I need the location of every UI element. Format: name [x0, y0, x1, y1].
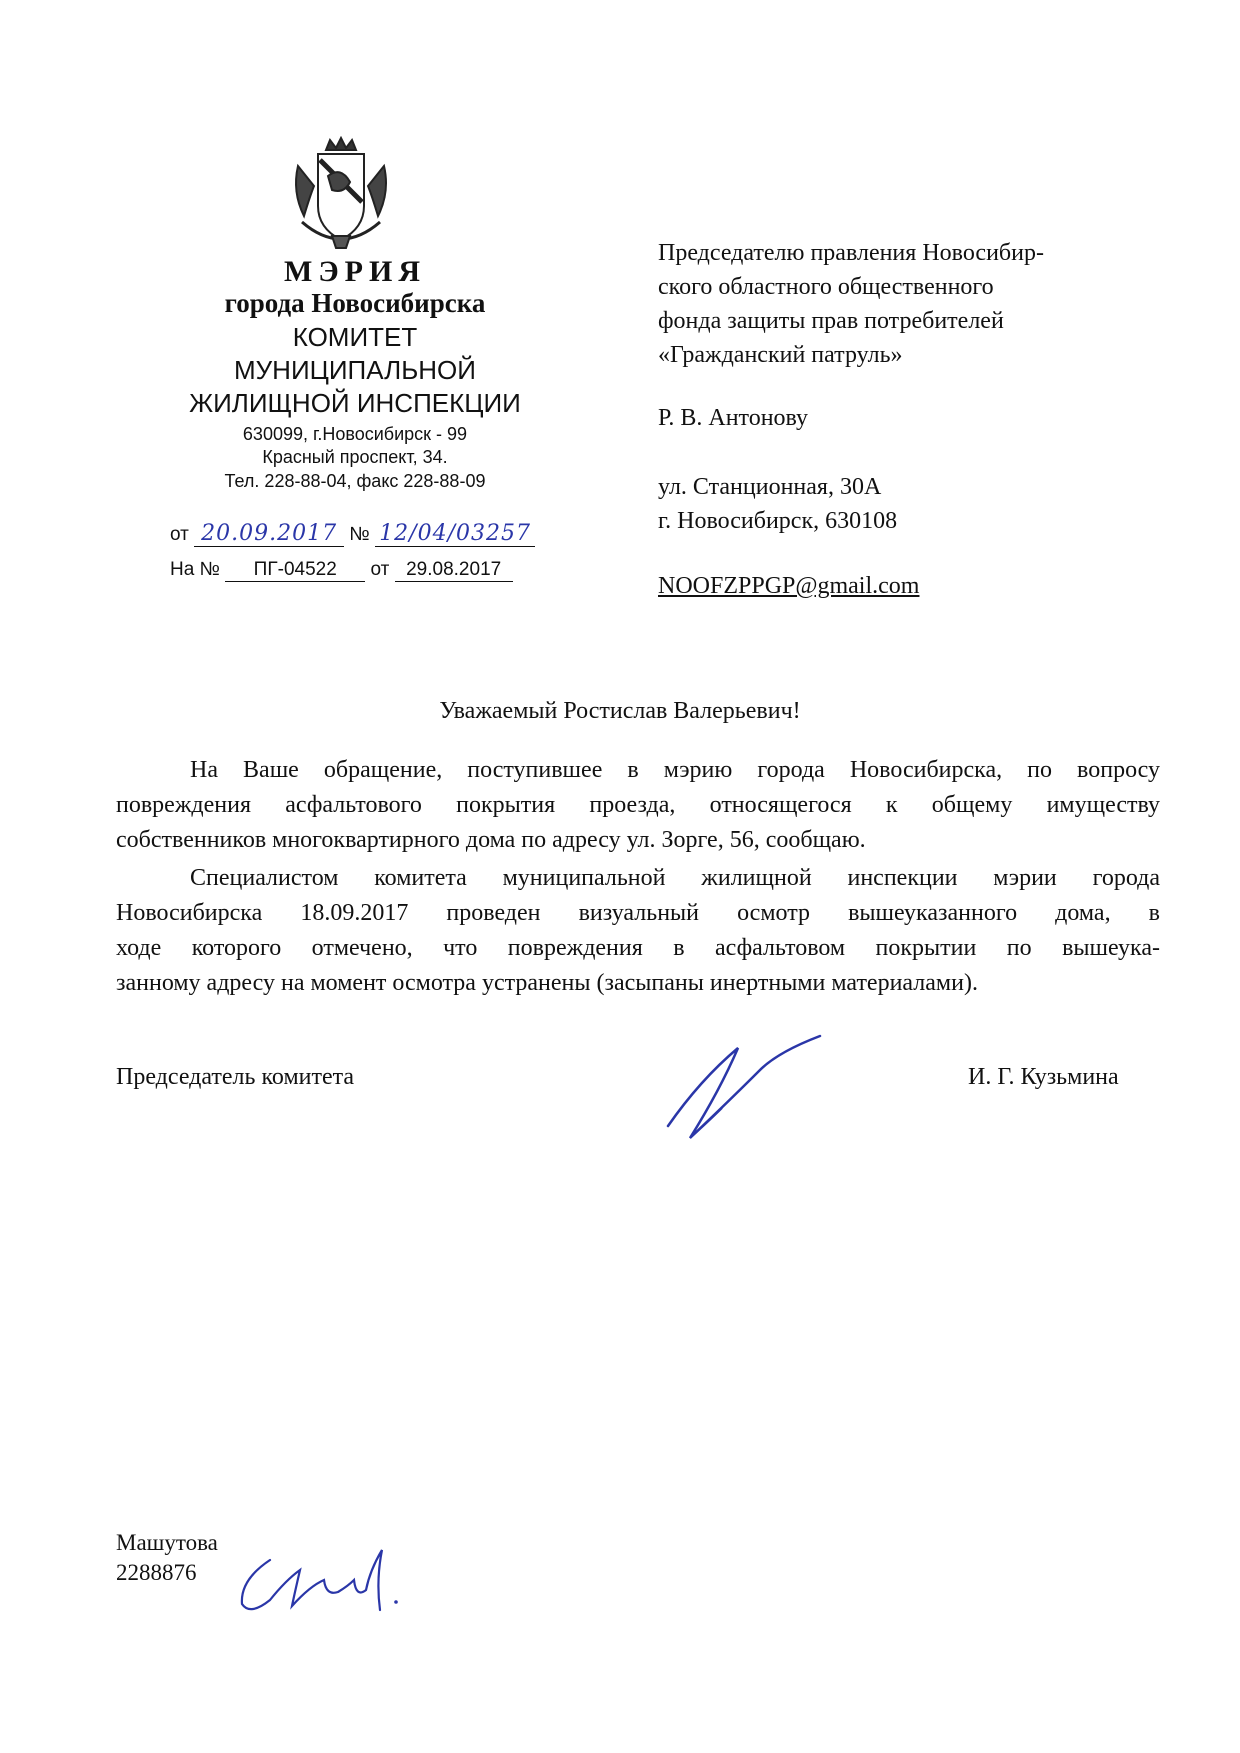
- salutation: Уважаемый Ростислав Валерьевич!: [439, 698, 801, 724]
- paragraph-2-line: Специалистом комитета муниципальной жилищной инспекции мэрии города: [190, 865, 1160, 891]
- signatory-title: Председатель комитета: [116, 1064, 355, 1090]
- letterhead-address-line1: 630099, г.Новосибирск - 99: [242, 424, 468, 444]
- letterhead-committee-line2: МУНИЦИПАЛЬНОЙ: [234, 355, 476, 385]
- executor-phone: 2288876: [116, 1560, 197, 1585]
- addressee-email-link[interactable]: NOOFZPPGP@gmail.com: [658, 573, 920, 599]
- letterhead-committee-line3: ЖИЛИЩНОЙ ИНСПЕКЦИИ: [189, 388, 521, 418]
- novosibirsk-coat-of-arms-icon: [288, 136, 394, 252]
- addressee-line3: фонда защиты прав потребителей: [658, 308, 1004, 334]
- paragraph-2-line: Новосибирска 18.09.2017 проведен визуальный осмотр вышеуказанного дома, в: [116, 900, 1160, 926]
- executor-name: Машутова: [116, 1530, 218, 1555]
- outgoing-date: 20.09.2017: [194, 521, 344, 547]
- signatory-name: И. Г. Кузьмина: [968, 1064, 1119, 1090]
- letterhead-address-line2: Красный проспект, 34.: [262, 447, 448, 467]
- addressee-line2: ского областного общественного: [658, 274, 994, 300]
- addressee-street: ул. Станционная, 30А: [658, 474, 882, 500]
- body-paragraph-2: [116, 861, 1160, 1001]
- addressee-line4: «Гражданский патруль»: [658, 342, 903, 368]
- addressee-line1: Председателю правления Новосибир-: [658, 240, 1044, 266]
- outgoing-number-label: №: [349, 524, 370, 545]
- handwritten-signature-icon: [660, 1030, 830, 1145]
- handwritten-initials-icon: [230, 1540, 410, 1620]
- letterhead-city: города Новосибирска: [224, 288, 486, 318]
- reference-row: [170, 559, 513, 582]
- body-paragraph-1: [116, 753, 1160, 858]
- paragraph-2-line: ходе которого отмечено, что повреждения в асфальтовом покрытии по вышеука-: [116, 935, 1160, 961]
- reference-from-label: от: [370, 559, 390, 580]
- letterhead-mayor: МЭРИЯ: [284, 255, 426, 288]
- paragraph-1-line: повреждения асфальтового покрытия проезда, относящегося к общему имуществу: [116, 792, 1160, 818]
- outgoing-number: 12/04/03257: [375, 521, 535, 547]
- reference-label: На №: [170, 559, 220, 580]
- outgoing-from-label: от: [170, 524, 189, 545]
- addressee-city: г. Новосибирск, 630108: [658, 508, 898, 534]
- reference-date: 29.08.2017: [395, 559, 513, 582]
- paragraph-2-line: занному адресу на момент осмотра устранены (засыпаны инертными материалами).: [116, 970, 978, 996]
- addressee-name: Р. В. Антонову: [658, 405, 809, 431]
- reference-number: ПГ-04522: [225, 559, 365, 582]
- paragraph-1-line: собственников многоквартирного дома по адресу ул. Зорге, 56, сообщаю.: [116, 827, 866, 853]
- letterhead-phone-line: Тел. 228-88-04, факс 228-88-09: [224, 471, 486, 491]
- outgoing-number-row: [170, 521, 535, 547]
- letterhead-committee-line1: КОМИТЕТ: [292, 322, 418, 352]
- paragraph-1-line: На Ваше обращение, поступившее в мэрию города Новосибирска, по вопросу: [190, 757, 1160, 783]
